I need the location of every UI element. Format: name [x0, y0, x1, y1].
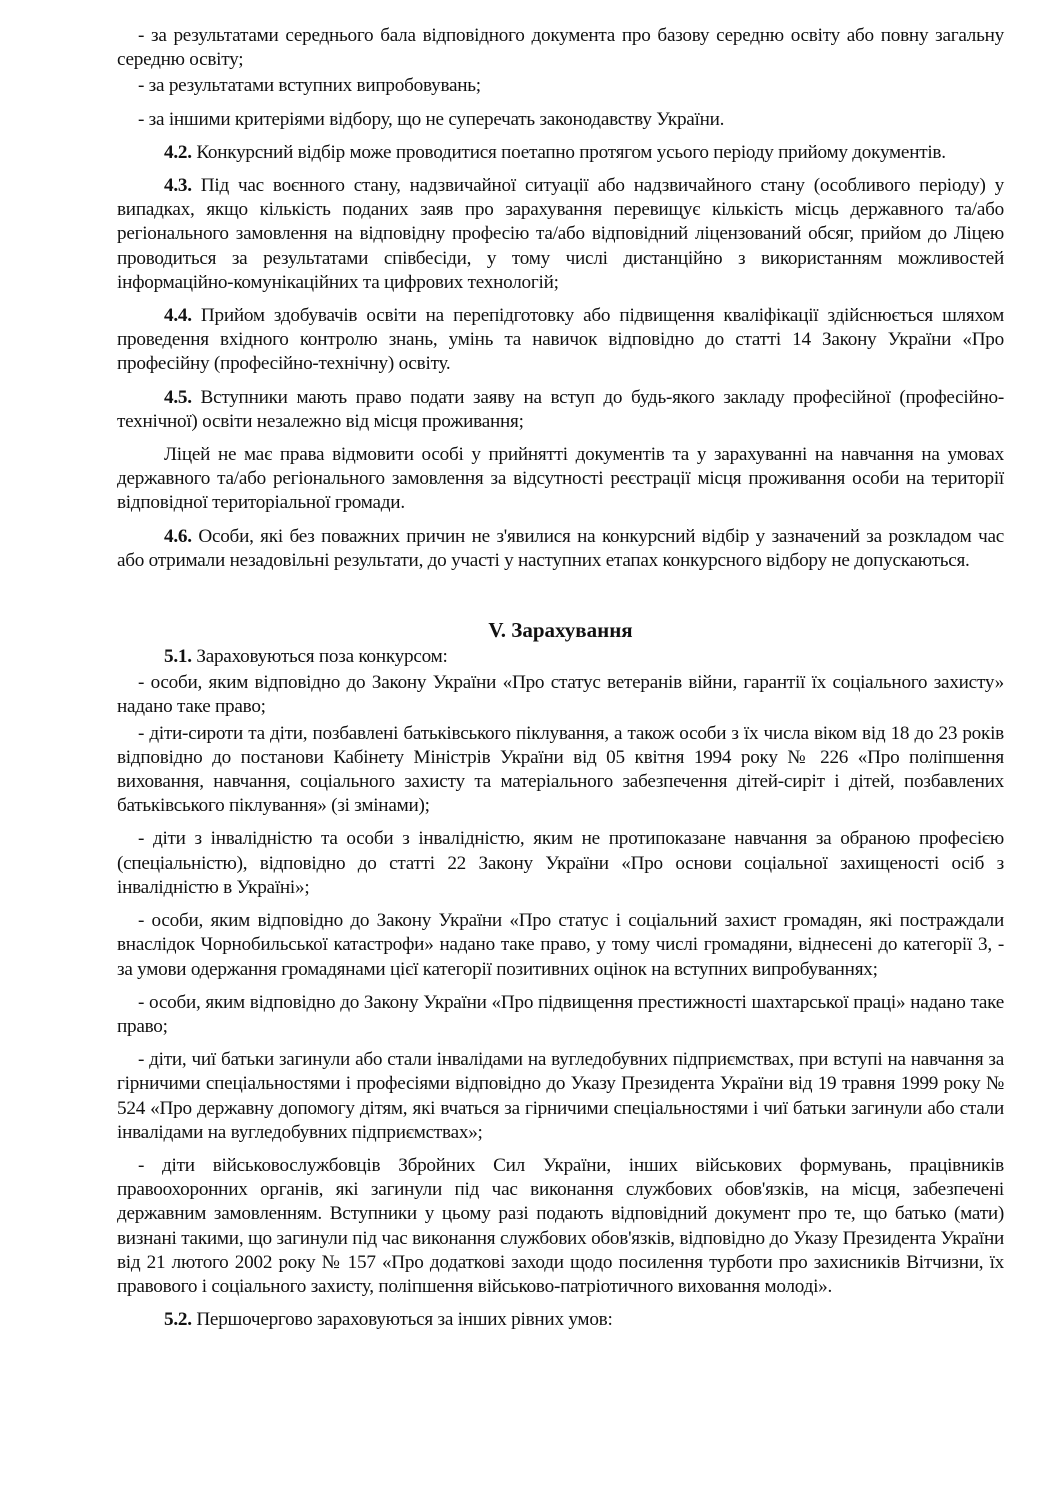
- clause-number: 5.2.: [164, 1309, 192, 1331]
- clause-text: Конкурсний відбір може проводитися поетапно протягом усього періоду прийому документів.: [191, 141, 946, 163]
- bullet-coal-enterprises: - діти, чиї батьки загинули або стали інвалідами на вугледобувних підприємствах, при вступі на навчання за гірничими спеціальностями і професіями відповідно до Указу Президента України від 19 травня 1999 року № 524 «Про державну допомогу дітям, які вчаться за гірничими спеціальностями і чиї батьки загинули або стали інвалідами на вугледобувних підприємствах»;: [117, 1049, 1004, 1143]
- bullet-miners: - особи, яким відповідно до Закону України «Про підвищення престижності шахтарської праці» надано таке право;: [117, 991, 1004, 1037]
- bullet-war-veterans: - особи, яким відповідно до Закону України «Про статус ветеранів війни, гарантії їх соціального захисту» надано таке право;: [117, 672, 1004, 718]
- clause-5-1: [117, 645, 1004, 669]
- clause-4-5: [117, 386, 1004, 434]
- clause-number: 4.2.: [164, 141, 192, 163]
- bullet-orphans: - діти-сироти та діти, позбавлені батьківського піклування, а також особи з їх числа віком від 18 до 23 років відповідно до постанови Кабінету Міністрів України від 05 квітня 1994 року № 226 «Про поліпшення виховання, навчання, соціального захисту та матеріального забезпечення дітей-сиріт і дітей, позбавлених батьківського піклування» (зі змінами);: [117, 722, 1004, 817]
- clause-4-6: [117, 525, 1004, 573]
- bullet-chornobyl: - особи, яким відповідно до Закону України «Про статус і соціальний захист громадян, які постраждали внаслідок Чорнобильської катастрофи» надано таке право, у тому числі громадяни, віднесені до категорії 3, - за умови одержання громадянами цієї категорії позитивних оцінок на вступних випробуваннях;: [117, 910, 1004, 980]
- clause-text: Прийом здобувачів освіти на перепідготовку або підвищення кваліфікації здійснюється шляхом проведення вхідного контролю знань, умінь та навичок відповідно до статті 14 Закону України «Про професійну (професійно-технічну) освіту.: [117, 305, 1004, 375]
- clause-4-5-lyceum-paragraph: Ліцей не має права відмовити особі у прийнятті документів та у зарахуванні на навчання на умовах державного та/або регіонального замовлення за відсутності реєстрації місця проживання особи на території відповідної територіальної громади.: [117, 444, 1004, 514]
- bullet-military-children: - діти військовослужбовців Збройних Сил України, інших військових формувань, працівників правоохоронних органів, які загинули під час виконання службових обов'язків, на місця, забезпечені державним замовленням. Вступники у цьому разі подають відповідний документ про те, що батько (мати) визнані такими, що загинули під час виконання службових обов'язків, відповідно до Указу Президента України від 21 лютого 2002 року № 157 «Про додаткові заходи щодо посилення турботи про захисників Вітчизни, їх правового і соціального захисту, поліпшення військово-патріотичного виховання молоді».: [117, 1154, 1004, 1297]
- clause-number: 4.3.: [164, 175, 192, 197]
- clause-5-2: [117, 1308, 1004, 1332]
- bullet-disabilities: - діти з інвалідністю та особи з інвалідністю, яким не протипоказане навчання за обраною професією (спеціальністю), відповідно до статті 22 Закону України «Про основи соціальної захищеності осіб з інвалідністю в Україні»;: [117, 828, 1004, 898]
- clause-4-3: [117, 174, 1004, 295]
- clause-text: Особи, які без поважних причин не з'явилися на конкурсний відбір у зазначений за розкладом час або отримали незадовільні результати, до участі у наступних етапах конкурсного відбору не допускаються.: [117, 525, 1004, 571]
- clause-number: 4.6.: [164, 525, 192, 547]
- clause-4-2: [117, 141, 1004, 165]
- clause-number: 5.1.: [164, 646, 192, 668]
- clause-text: Вступники мають право подати заяву на вступ до будь-якого закладу професійної (професійно-технічної) освіти незалежно від місця проживання;: [117, 386, 1004, 432]
- clause-number: 4.4.: [164, 305, 192, 327]
- clause-number: 4.5.: [164, 386, 192, 408]
- clause-text: Першочергово зараховуються за інших рівних умов:: [191, 1309, 613, 1331]
- clause-4-4: [117, 304, 1004, 377]
- clause-text: Зараховуються поза конкурсом:: [191, 646, 448, 668]
- bullet-average-score: - за результатами середнього бала відповідного документа про базову середню освіту або повну загальну середню освіту;: [117, 25, 1004, 71]
- section-heading-enrollment: V. Зарахування: [488, 618, 633, 643]
- clause-text: Під час воєнного стану, надзвичайної ситуації або надзвичайного стану (особливого періоду) у випадках, якщо кількість поданих заяв про зарахування перевищує кількість місць державного та/або регіонального замовлення на відповідну професію та/або відповідний ліцензований обсяг, прийом до Ліцею проводиться за результатами співбесіди, у тому числі дистанційно з використанням можливостей інформаційно-комунікаційних та цифрових технологій;: [117, 175, 1004, 293]
- bullet-other-criteria: - за іншими критеріями відбору, що не суперечать законодавству України.: [138, 108, 725, 130]
- bullet-entrance-tests: - за результатами вступних випробовувань;: [138, 75, 481, 97]
